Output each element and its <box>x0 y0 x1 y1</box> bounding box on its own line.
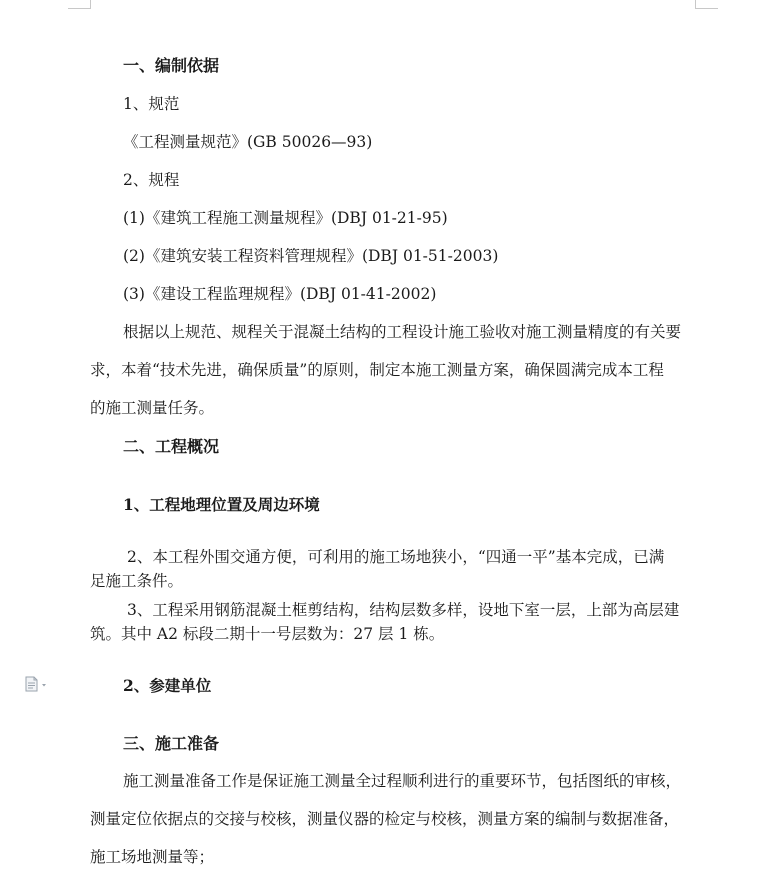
basis-paragraph-line-2: 求，本着“技术先进，确保质量”的原则，制定本施工测量方案，确保圆满完成本工程 <box>90 361 664 379</box>
section2-sub2: 2、参建单位 <box>123 676 212 695</box>
document-icon-graphic <box>25 676 49 692</box>
section2-heading: 二、工程概况 <box>123 437 220 456</box>
section3-heading: 三、施工准备 <box>123 734 220 753</box>
basis-paragraph-line-1: 根据以上规范、规程关于混凝土结构的工程设计施工验收对施工测量精度的有关要 <box>123 323 682 341</box>
spec-item: 《工程测量规范》(GB 50026—93) <box>123 133 373 151</box>
section1-sub1: 1、规范 <box>123 95 180 113</box>
page-corner-top-right <box>695 0 718 9</box>
prep-paragraph-line-1: 施工测量准备工作是保证施工测量全过程顺利进行的重要环节，包括图纸的审核， <box>123 772 682 790</box>
prep-paragraph-line-2: 测量定位依据点的交接与校核，测量仪器的检定与校核，测量方案的编制与数据准备， <box>90 810 680 828</box>
section1-sub2: 2、规程 <box>123 171 180 189</box>
basis-paragraph-line-3: 的施工测量任务。 <box>90 399 215 417</box>
section1-heading: 一、编制依据 <box>123 56 220 75</box>
item2-line-2: 足施工条件。 <box>90 572 184 590</box>
item3-line-2: 筑。其中 A2 标段二期十一号层数为：27 层 1 栋。 <box>90 625 445 643</box>
rule-item-2: (2)《建筑安装工程资料管理规程》(DBJ 01-51-2003) <box>123 247 499 265</box>
item3-line-1: 3、工程采用钢筋混凝土框剪结构，结构层数多样，设地下室一层，上部为高层建 <box>127 601 680 619</box>
prep-paragraph-line-3: 施工场地测量等； <box>90 848 215 866</box>
rule-item-3: (3)《建设工程监理规程》(DBJ 01-41-2002) <box>123 285 437 303</box>
item2-line-1: 2、本工程外围交通方便，可利用的施工场地狭小，“四通一平”基本完成，已满 <box>127 548 665 566</box>
page-corner-top-left <box>68 0 91 9</box>
section2-sub1: 1、工程地理位置及周边环境 <box>123 495 320 514</box>
document-icon[interactable] <box>25 676 49 692</box>
rule-item-1: (1)《建筑工程施工测量规程》(DBJ 01-21-95) <box>123 209 448 227</box>
